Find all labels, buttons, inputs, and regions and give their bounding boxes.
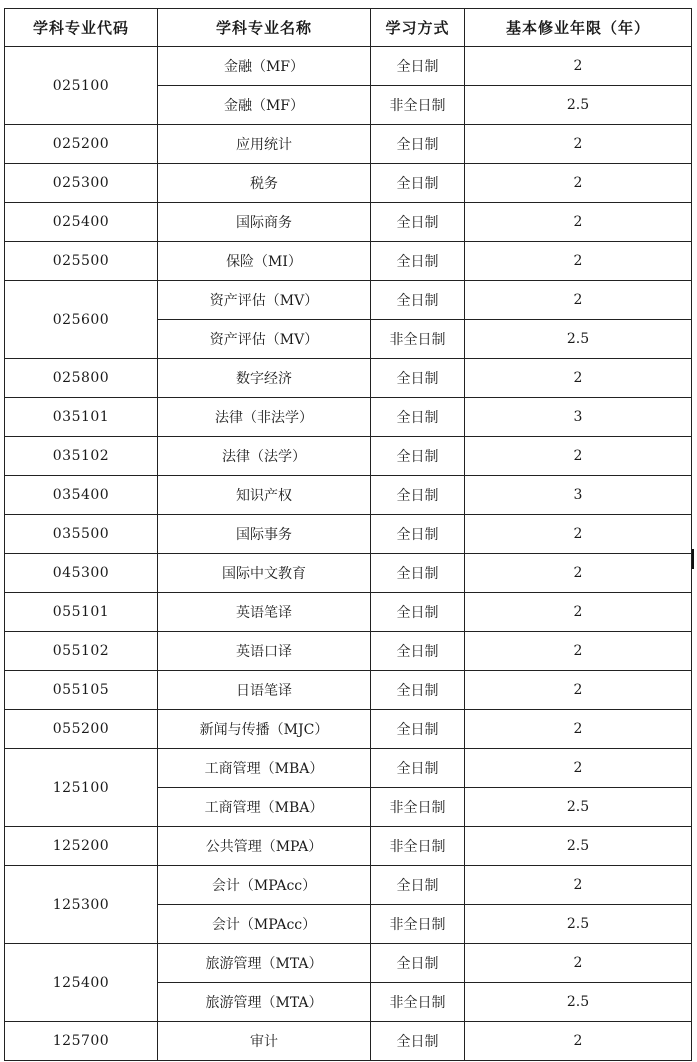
mode-cell: 全日制 xyxy=(371,164,465,203)
mode-cell: 全日制 xyxy=(371,1022,465,1061)
text-cursor xyxy=(692,549,694,569)
years-cell: 3 xyxy=(465,476,692,515)
header-name: 学科专业名称 xyxy=(158,9,371,47)
code-cell: 025200 xyxy=(5,125,158,164)
name-cell: 英语笔译 xyxy=(158,593,371,632)
table-row xyxy=(5,47,692,86)
table-row xyxy=(5,593,692,632)
table-row xyxy=(5,398,692,437)
mode-cell: 非全日制 xyxy=(371,86,465,125)
header-years: 基本修业年限（年） xyxy=(465,9,692,47)
table-row xyxy=(5,125,692,164)
name-cell: 数字经济 xyxy=(158,359,371,398)
mode-cell: 非全日制 xyxy=(371,788,465,827)
code-cell: 055105 xyxy=(5,671,158,710)
name-cell: 英语口译 xyxy=(158,632,371,671)
name-cell: 资产评估（MV） xyxy=(158,281,371,320)
name-cell: 审计 xyxy=(158,1022,371,1061)
mode-cell: 全日制 xyxy=(371,47,465,86)
mode-cell: 全日制 xyxy=(371,437,465,476)
mode-cell: 全日制 xyxy=(371,398,465,437)
table-row xyxy=(5,827,692,866)
mode-cell: 全日制 xyxy=(371,710,465,749)
name-cell: 旅游管理（MTA） xyxy=(158,944,371,983)
mode-cell: 全日制 xyxy=(371,749,465,788)
name-cell: 会计（MPAcc） xyxy=(158,866,371,905)
table-row xyxy=(5,164,692,203)
code-cell: 035500 xyxy=(5,515,158,554)
years-cell: 2 xyxy=(465,1022,692,1061)
table-row xyxy=(5,242,692,281)
years-cell: 2.5 xyxy=(465,905,692,944)
name-cell: 日语笔译 xyxy=(158,671,371,710)
years-cell: 2.5 xyxy=(465,983,692,1022)
table-row xyxy=(5,515,692,554)
mode-cell: 非全日制 xyxy=(371,320,465,359)
table-row xyxy=(5,749,692,788)
table-row xyxy=(5,944,692,983)
code-cell: 125100 xyxy=(5,749,158,827)
name-cell: 工商管理（MBA） xyxy=(158,749,371,788)
table-row xyxy=(5,632,692,671)
years-cell: 2 xyxy=(465,593,692,632)
name-cell: 工商管理（MBA） xyxy=(158,788,371,827)
name-cell: 应用统计 xyxy=(158,125,371,164)
code-cell: 125700 xyxy=(5,1022,158,1061)
code-cell: 025600 xyxy=(5,281,158,359)
table-row xyxy=(5,203,692,242)
mode-cell: 全日制 xyxy=(371,125,465,164)
years-cell: 2 xyxy=(465,671,692,710)
name-cell: 金融（MF） xyxy=(158,47,371,86)
header-mode: 学习方式 xyxy=(371,9,465,47)
years-cell: 2 xyxy=(465,437,692,476)
code-cell: 125400 xyxy=(5,944,158,1022)
years-cell: 2 xyxy=(465,866,692,905)
header-row xyxy=(5,9,692,47)
name-cell: 会计（MPAcc） xyxy=(158,905,371,944)
years-cell: 2 xyxy=(465,554,692,593)
mode-cell: 全日制 xyxy=(371,632,465,671)
years-cell: 2 xyxy=(465,944,692,983)
years-cell: 2 xyxy=(465,242,692,281)
table-row xyxy=(5,437,692,476)
code-cell: 025300 xyxy=(5,164,158,203)
mode-cell: 全日制 xyxy=(371,242,465,281)
mode-cell: 全日制 xyxy=(371,671,465,710)
mode-cell: 非全日制 xyxy=(371,905,465,944)
code-cell: 025100 xyxy=(5,47,158,125)
mode-cell: 全日制 xyxy=(371,944,465,983)
code-cell: 055102 xyxy=(5,632,158,671)
name-cell: 法律（非法学） xyxy=(158,398,371,437)
table-row xyxy=(5,554,692,593)
code-cell: 055101 xyxy=(5,593,158,632)
code-cell: 025500 xyxy=(5,242,158,281)
mode-cell: 全日制 xyxy=(371,866,465,905)
years-cell: 2.5 xyxy=(465,827,692,866)
years-cell: 2 xyxy=(465,749,692,788)
mode-cell: 全日制 xyxy=(371,593,465,632)
name-cell: 国际中文教育 xyxy=(158,554,371,593)
table-row xyxy=(5,1022,692,1061)
table-row xyxy=(5,710,692,749)
years-cell: 2.5 xyxy=(465,320,692,359)
years-cell: 2 xyxy=(465,281,692,320)
table-row xyxy=(5,671,692,710)
header-code: 学科专业代码 xyxy=(5,9,158,47)
mode-cell: 非全日制 xyxy=(371,827,465,866)
years-cell: 2.5 xyxy=(465,86,692,125)
years-cell: 2 xyxy=(465,125,692,164)
table-row xyxy=(5,476,692,515)
years-cell: 2.5 xyxy=(465,788,692,827)
table-row xyxy=(5,866,692,905)
code-cell: 045300 xyxy=(5,554,158,593)
mode-cell: 全日制 xyxy=(371,281,465,320)
mode-cell: 全日制 xyxy=(371,554,465,593)
name-cell: 公共管理（MPA） xyxy=(158,827,371,866)
mode-cell: 非全日制 xyxy=(371,983,465,1022)
mode-cell: 全日制 xyxy=(371,476,465,515)
mode-cell: 全日制 xyxy=(371,203,465,242)
years-cell: 2 xyxy=(465,710,692,749)
name-cell: 保险（MI） xyxy=(158,242,371,281)
name-cell: 金融（MF） xyxy=(158,86,371,125)
mode-cell: 全日制 xyxy=(371,515,465,554)
table-row xyxy=(5,281,692,320)
years-cell: 2 xyxy=(465,359,692,398)
code-cell: 035102 xyxy=(5,437,158,476)
years-cell: 2 xyxy=(465,203,692,242)
name-cell: 新闻与传播（MJC） xyxy=(158,710,371,749)
years-cell: 2 xyxy=(465,632,692,671)
years-cell: 2 xyxy=(465,515,692,554)
years-cell: 2 xyxy=(465,164,692,203)
code-cell: 025800 xyxy=(5,359,158,398)
name-cell: 法律（法学） xyxy=(158,437,371,476)
name-cell: 税务 xyxy=(158,164,371,203)
program-table xyxy=(4,8,692,1061)
code-cell: 125300 xyxy=(5,866,158,944)
name-cell: 旅游管理（MTA） xyxy=(158,983,371,1022)
name-cell: 国际事务 xyxy=(158,515,371,554)
code-cell: 055200 xyxy=(5,710,158,749)
years-cell: 2 xyxy=(465,47,692,86)
code-cell: 035400 xyxy=(5,476,158,515)
name-cell: 国际商务 xyxy=(158,203,371,242)
code-cell: 035101 xyxy=(5,398,158,437)
name-cell: 知识产权 xyxy=(158,476,371,515)
code-cell: 025400 xyxy=(5,203,158,242)
mode-cell: 全日制 xyxy=(371,359,465,398)
name-cell: 资产评估（MV） xyxy=(158,320,371,359)
code-cell: 125200 xyxy=(5,827,158,866)
years-cell: 3 xyxy=(465,398,692,437)
table-row xyxy=(5,359,692,398)
